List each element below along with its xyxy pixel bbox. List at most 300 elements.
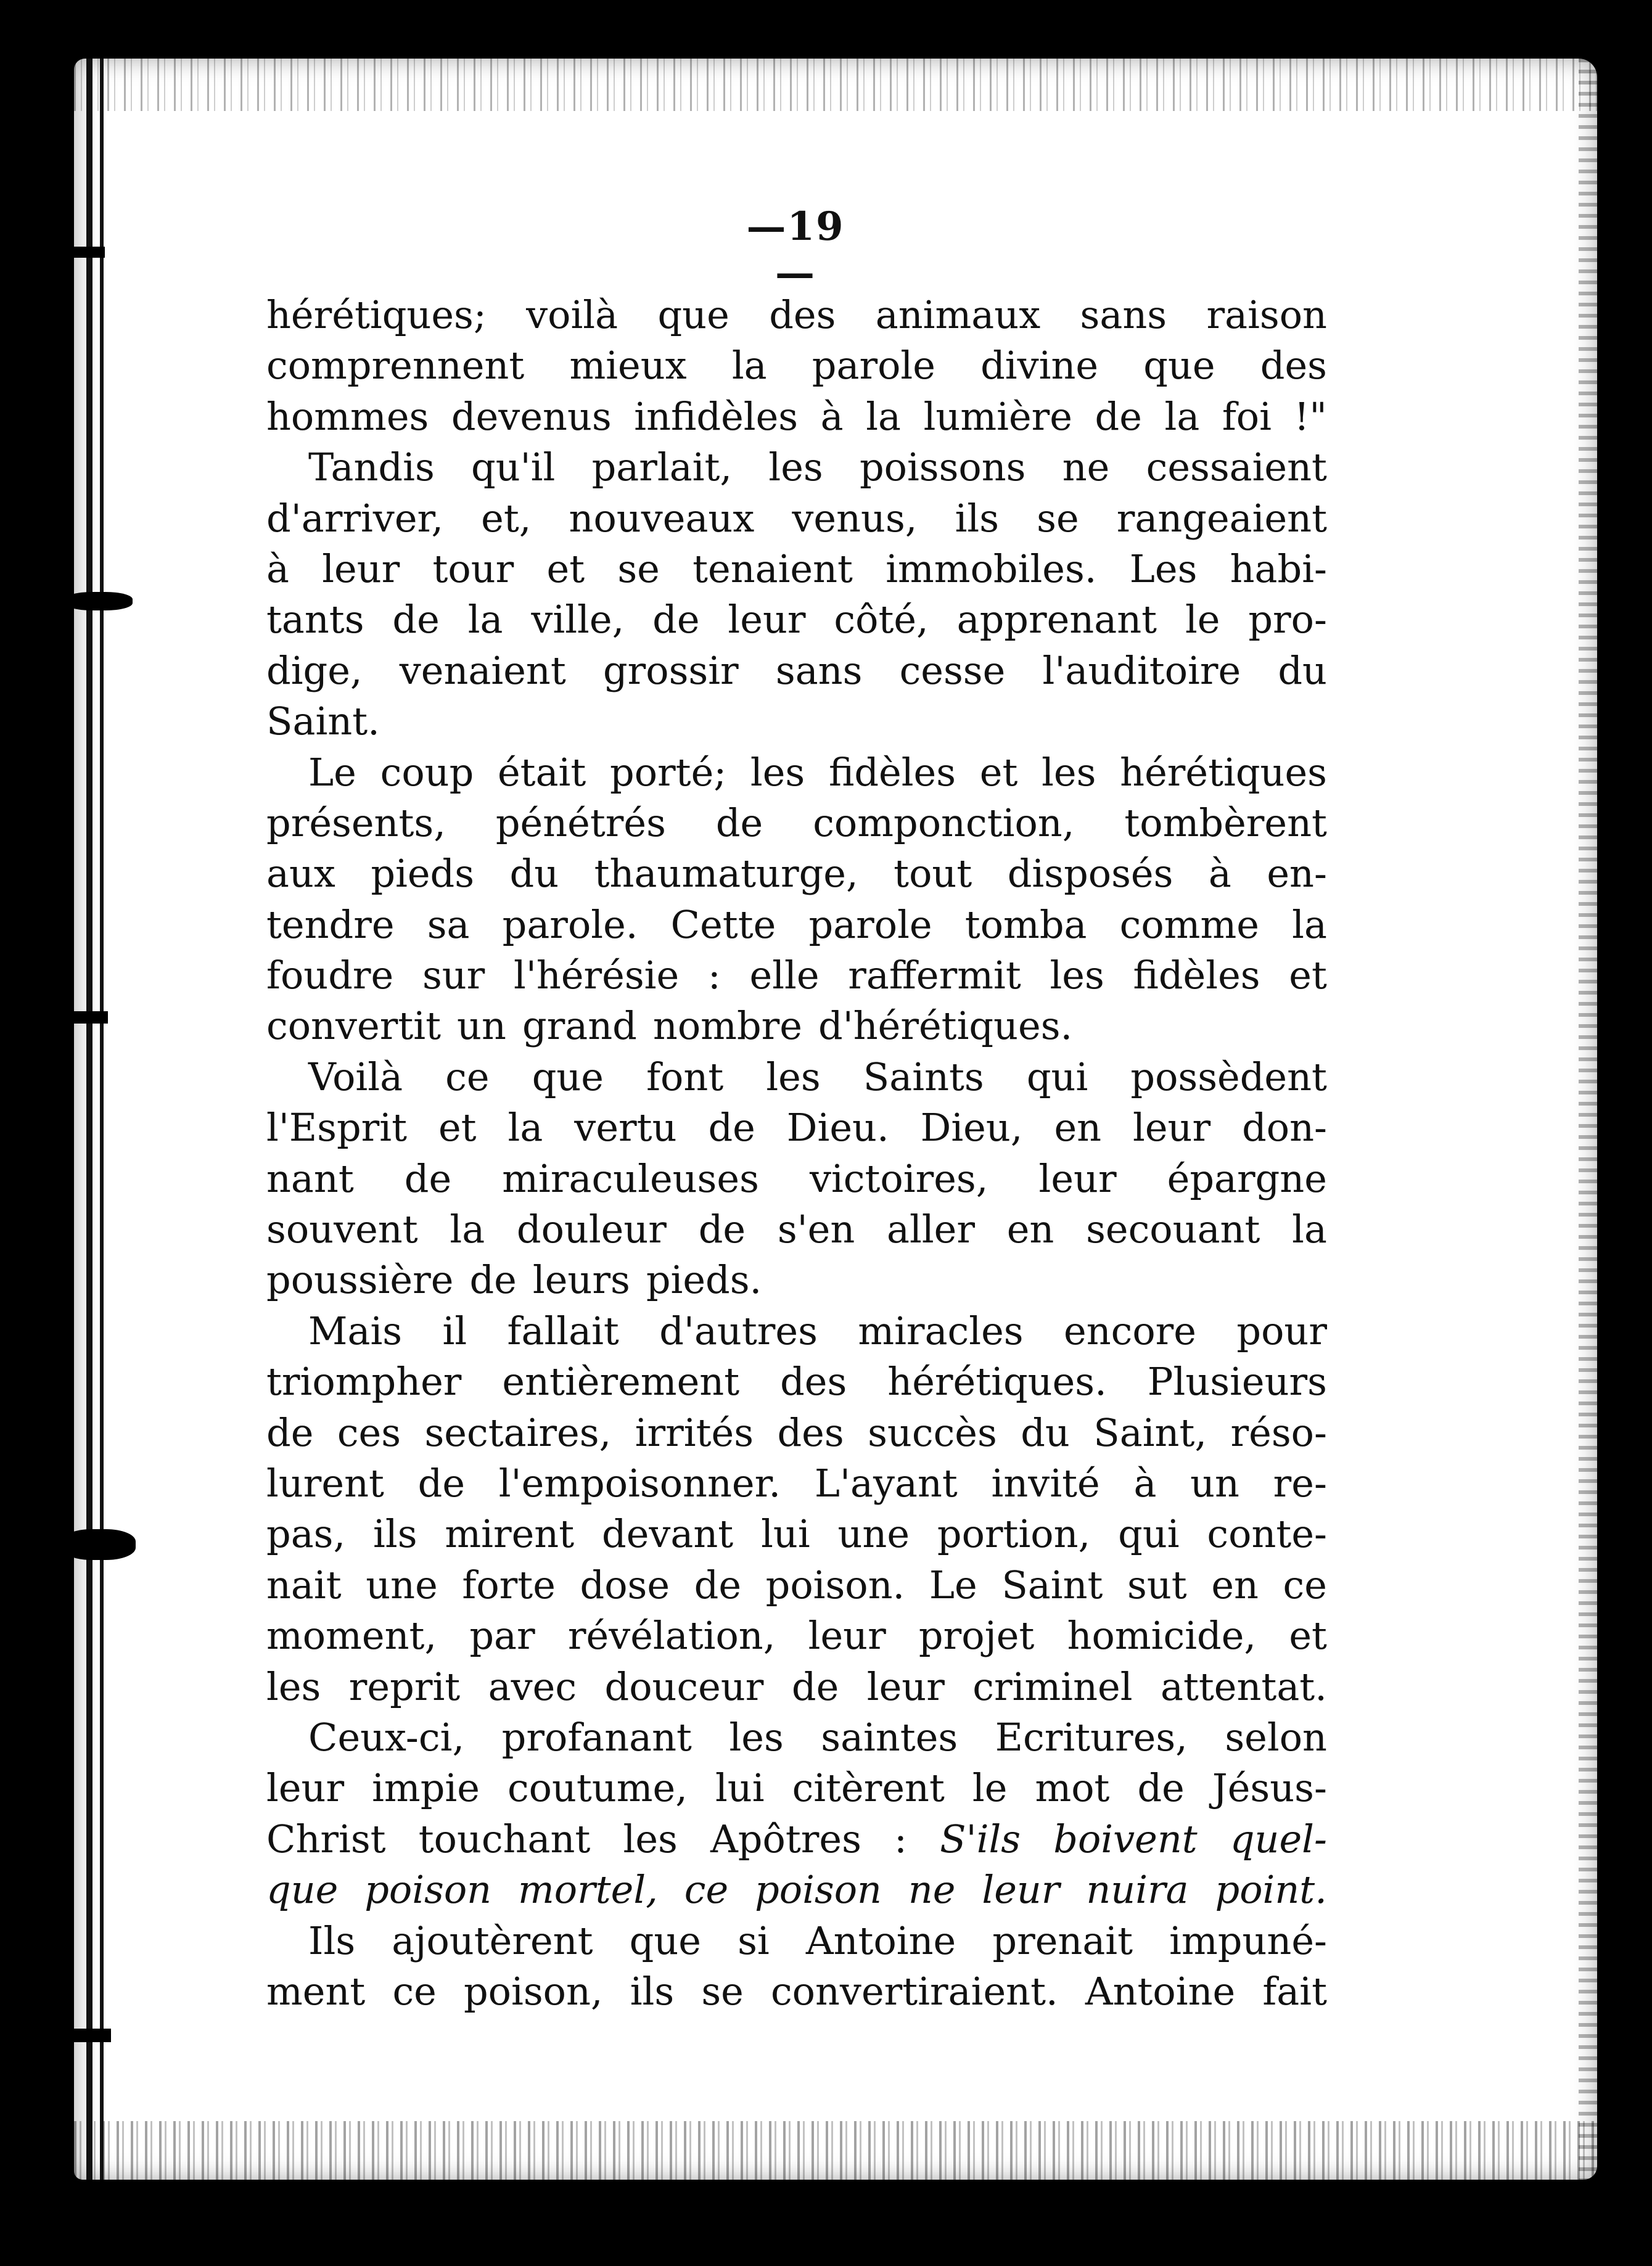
word: secouant (1086, 1207, 1260, 1252)
word: le (972, 1765, 1008, 1811)
word: nombre (652, 1003, 802, 1049)
word: thaumaturge, (594, 851, 858, 897)
word: à (820, 393, 844, 439)
word: lumière (923, 393, 1072, 439)
word: du (509, 851, 559, 897)
word: d'arriver, (266, 495, 444, 541)
word: par (469, 1613, 535, 1659)
word: boivent (1053, 1816, 1198, 1862)
word: l'hérésie (514, 953, 680, 998)
word: les (768, 445, 823, 490)
word: le (1185, 597, 1220, 642)
word: saintes (821, 1714, 958, 1760)
word: forte (462, 1562, 556, 1607)
word: Voilà (308, 1054, 403, 1099)
word: entièrement (502, 1359, 740, 1405)
text-line (266, 798, 1327, 848)
word: disposés (1007, 851, 1173, 897)
text-line (266, 1712, 1327, 1763)
word: nuira (1086, 1867, 1189, 1913)
word: de (404, 1156, 452, 1201)
word: convertiraient. (770, 1968, 1058, 2014)
page-number: —19— (746, 203, 845, 296)
word: réso- (1230, 1410, 1327, 1455)
body-text (266, 290, 1327, 2017)
word: grossir (602, 647, 739, 693)
word: Saint, (1093, 1410, 1207, 1455)
word: apprenant (956, 597, 1157, 642)
text-line (266, 1052, 1327, 1102)
word: Mais (308, 1308, 403, 1353)
word: foi (1222, 393, 1272, 439)
word: mortel, (517, 1867, 658, 1913)
word: pénétrés (495, 800, 666, 845)
word: des (777, 1410, 844, 1455)
text-line (266, 646, 1327, 696)
word: douleur (516, 1207, 667, 1252)
word: don- (1242, 1105, 1327, 1151)
word: ce (445, 1054, 490, 1099)
word: touchant (418, 1816, 591, 1862)
word: en- (1267, 851, 1327, 897)
text-line (266, 1916, 1327, 1966)
word: tendre (266, 901, 395, 947)
word: avec (488, 1664, 577, 1709)
word: Tandis (308, 445, 435, 490)
word: reprit (348, 1664, 461, 1709)
word: Christ (266, 1816, 386, 1862)
word: pieds (371, 851, 475, 897)
word: pro- (1248, 597, 1327, 642)
word: ils (955, 495, 1000, 541)
word: hérétiques (1120, 749, 1327, 795)
word: ajoutèrent (392, 1918, 593, 1963)
word: Saint (1001, 1562, 1103, 1607)
word: fidèles (828, 749, 956, 795)
word: de (417, 1460, 466, 1506)
word: du (1278, 647, 1327, 693)
word: présents, (266, 800, 446, 845)
word: la (467, 597, 503, 642)
word: possèdent (1130, 1054, 1327, 1099)
word: criminel (972, 1664, 1133, 1709)
text-line (266, 747, 1327, 798)
word: de (694, 1562, 742, 1607)
word: invité (991, 1460, 1100, 1506)
word: qui (1118, 1511, 1180, 1557)
word: Cette (670, 901, 776, 947)
word: douceur (604, 1664, 764, 1709)
word: venaient (399, 647, 566, 693)
word: aux (266, 851, 335, 897)
word: leur (982, 1867, 1060, 1913)
word: leur (808, 1613, 886, 1659)
word: attentat. (1161, 1664, 1327, 1709)
text-line (266, 1814, 1327, 1865)
word: les (623, 1816, 678, 1862)
word: fallait (507, 1308, 619, 1353)
word: comme (1119, 901, 1259, 947)
word: et (546, 546, 585, 591)
word: d'hérétiques. (818, 1003, 1073, 1049)
word: impuné- (1169, 1918, 1327, 1963)
word: que (266, 1867, 339, 1913)
word: pour (1236, 1308, 1327, 1353)
word: les (1042, 749, 1096, 795)
word: profanant (501, 1714, 692, 1760)
word: ne (1062, 445, 1110, 490)
word: des (1260, 343, 1327, 388)
word: Le (929, 1562, 977, 1607)
word: porté; (610, 749, 727, 795)
binding-thread-mark (68, 247, 105, 258)
text-line (266, 290, 1327, 340)
word: Les (1129, 546, 1198, 591)
binding-thread-mark (68, 2029, 111, 2042)
word: que (657, 292, 729, 337)
scan-noise-top (74, 55, 1597, 111)
word: leur (322, 546, 400, 591)
word: devenus (451, 393, 612, 439)
word: voilà (526, 292, 618, 337)
word: immobiles. (886, 546, 1097, 591)
word: ils (373, 1511, 417, 1557)
word: s'en (777, 1207, 855, 1252)
word: en (1054, 1105, 1102, 1151)
word: L'ayant (814, 1460, 958, 1506)
text-line (266, 848, 1327, 899)
word: font (646, 1054, 724, 1099)
word: mot (1035, 1765, 1110, 1811)
word: pieds. (646, 1257, 762, 1303)
word: tombèrent (1124, 800, 1327, 845)
word: mirent (445, 1511, 575, 1557)
text-line (266, 1255, 1327, 1305)
word: ce (1283, 1562, 1327, 1607)
word: citèrent (792, 1765, 945, 1811)
text-line (266, 493, 1327, 544)
word: leur (728, 597, 806, 642)
word: que (532, 1054, 604, 1099)
word: qui (1026, 1054, 1088, 1099)
word: une (837, 1511, 910, 1557)
word: ces (337, 1410, 401, 1455)
word: lui (761, 1511, 810, 1557)
word: à (1208, 851, 1231, 897)
word: divine (980, 343, 1099, 388)
word: tout (894, 851, 972, 897)
word: des (780, 1359, 847, 1405)
word: conte- (1207, 1511, 1327, 1557)
word: de (791, 1664, 839, 1709)
word: était (497, 749, 586, 795)
word: re- (1273, 1460, 1327, 1506)
word: projet (918, 1613, 1035, 1659)
word: devant (602, 1511, 734, 1557)
word: selon (1225, 1714, 1327, 1760)
word: Ecritures, (995, 1714, 1188, 1760)
word: épargne (1167, 1156, 1327, 1201)
word: sans (1080, 292, 1167, 337)
word: Saint. (266, 699, 380, 744)
word: de (652, 597, 700, 642)
word: hommes (266, 393, 429, 439)
word: qu'il (471, 445, 556, 490)
word: Dieu. (786, 1105, 889, 1151)
word: raffermit (848, 953, 1021, 998)
word: rangeaient (1116, 495, 1327, 541)
text-line (266, 1611, 1327, 1661)
word: encore (1064, 1308, 1197, 1353)
word: Antoine (805, 1918, 956, 1963)
word: d'autres (659, 1308, 818, 1353)
word: poussière (266, 1257, 454, 1303)
word: de (1095, 393, 1142, 439)
word: succès (868, 1410, 997, 1455)
word: Ils (308, 1918, 356, 1963)
word: raison (1206, 292, 1327, 337)
word: lurent (266, 1460, 384, 1506)
text-line (266, 544, 1327, 594)
word: cesse (899, 647, 1006, 693)
word: dige, (266, 647, 363, 693)
word: point. (1215, 1867, 1327, 1913)
text-line (266, 1001, 1327, 1051)
word: que (629, 1918, 701, 1963)
word: Ceux-ci, (308, 1714, 465, 1760)
word: poison (364, 1867, 492, 1913)
word: du (1021, 1410, 1070, 1455)
word: comprennent (266, 343, 525, 388)
word: : (894, 1816, 907, 1862)
word: cessaient (1146, 445, 1327, 490)
word: nait (266, 1562, 342, 1607)
word: aller (887, 1207, 975, 1252)
word: la (1292, 901, 1327, 947)
word: elle (749, 953, 820, 998)
word: à (266, 546, 289, 591)
binding-thread-mark (62, 1529, 136, 1560)
word: leur (866, 1664, 945, 1709)
text-line (266, 1154, 1327, 1204)
word: côté, (834, 597, 929, 642)
word: en (1211, 1562, 1259, 1607)
word: et (1289, 953, 1327, 998)
text-line (266, 1865, 1327, 1915)
word: componction, (813, 800, 1075, 845)
text-line (266, 1357, 1327, 1407)
word: coup (380, 749, 474, 795)
word: Plusieurs (1147, 1359, 1327, 1405)
word: se (1037, 495, 1079, 541)
word: dose (580, 1562, 670, 1607)
word: vertu (574, 1105, 677, 1151)
word: miraculeuses (502, 1156, 759, 1201)
word: coutume, (507, 1765, 688, 1811)
text-line (266, 1560, 1327, 1611)
word: la (508, 1105, 543, 1151)
word: impie (372, 1765, 480, 1811)
word: parlait, (591, 445, 733, 490)
word: animaux (875, 292, 1041, 337)
text-line (266, 340, 1327, 391)
text-line (266, 1763, 1327, 1813)
word: ils (630, 1968, 675, 2014)
word: les (729, 1714, 784, 1760)
word: sur (422, 953, 485, 998)
word: sa (427, 901, 470, 947)
word: miracles (858, 1308, 1024, 1353)
word: de (715, 800, 763, 845)
word: !" (1294, 393, 1327, 439)
text-line (266, 442, 1327, 493)
word: la (731, 343, 767, 388)
word: des (769, 292, 836, 337)
word: les (766, 1054, 821, 1099)
text-line (266, 1102, 1327, 1153)
text-line (266, 950, 1327, 1001)
word: si (738, 1918, 770, 1963)
scan-noise-bottom (74, 2121, 1597, 2189)
word: leur (1133, 1105, 1211, 1151)
word: un (1190, 1460, 1239, 1506)
word: hérétiques; (266, 292, 487, 337)
word: Apôtres (710, 1816, 861, 1862)
word: sectaires, (424, 1410, 612, 1455)
binding-thread-mark (65, 592, 133, 610)
word: la (450, 1207, 485, 1252)
word: moment, (266, 1613, 437, 1659)
word: l'empoisonner. (498, 1460, 781, 1506)
word: souvent (266, 1207, 418, 1252)
word: que (1143, 343, 1215, 388)
word: poison, (463, 1968, 603, 2014)
word: ment (266, 1968, 366, 2014)
word: fidèles (1133, 953, 1260, 998)
word: ne (908, 1867, 956, 1913)
word: quel- (1230, 1816, 1327, 1862)
word: la (866, 393, 901, 439)
word: homicide, (1067, 1613, 1257, 1659)
word: les (750, 749, 805, 795)
word: lui (715, 1765, 765, 1811)
word: parole (808, 901, 932, 947)
word: la (1292, 1207, 1327, 1252)
word: Antoine (1085, 1968, 1236, 2014)
word: leur (1038, 1156, 1117, 1201)
word: de (708, 1105, 755, 1151)
word: de (392, 597, 440, 642)
word: de (698, 1207, 746, 1252)
text-line (266, 1662, 1327, 1712)
word: tour (432, 546, 514, 591)
word: ville, (531, 597, 625, 642)
word: poison (755, 1867, 882, 1913)
text-line (266, 696, 1327, 747)
word: convertit (266, 1003, 441, 1049)
word: irrités (635, 1410, 754, 1455)
text-line (266, 1509, 1327, 1559)
word: mieux (569, 343, 687, 388)
word: les (266, 1664, 321, 1709)
word: Saints (863, 1054, 984, 1099)
word: nant (266, 1156, 354, 1201)
word: parole. (502, 901, 638, 947)
word: tenaient (692, 546, 853, 591)
word: et (438, 1105, 477, 1151)
word: grand (522, 1003, 637, 1049)
word: et (979, 749, 1018, 795)
word: leurs (532, 1257, 630, 1303)
word: de (266, 1410, 314, 1455)
word: poissons (859, 445, 1026, 490)
word: triompher (266, 1359, 462, 1405)
word: S'ils (940, 1816, 1021, 1862)
word: venus, (792, 495, 918, 541)
word: les (1050, 953, 1104, 998)
word: tants (266, 597, 364, 642)
word: infidèles (634, 393, 799, 439)
word: il (442, 1308, 467, 1353)
word: parole (812, 343, 935, 388)
word: : (707, 953, 721, 998)
text-line (266, 1204, 1327, 1255)
word: hérétiques. (887, 1359, 1107, 1405)
word: et (1289, 1613, 1327, 1659)
text-line (266, 1408, 1327, 1458)
word: révélation, (567, 1613, 776, 1659)
word: poison. (765, 1562, 905, 1607)
word: portion, (937, 1511, 1091, 1557)
word: et, (481, 495, 532, 541)
word: nouveaux (569, 495, 755, 541)
word: pas, (266, 1511, 346, 1557)
word: se (701, 1968, 744, 2014)
word: l'auditoire (1042, 647, 1241, 693)
word: un (457, 1003, 506, 1049)
word: sans (775, 647, 863, 693)
word: une (366, 1562, 438, 1607)
word: se (617, 546, 660, 591)
text-line (266, 1966, 1327, 2017)
word: à (1133, 1460, 1157, 1506)
word: ce (684, 1867, 729, 1913)
text-line (266, 392, 1327, 442)
text-line (266, 1306, 1327, 1357)
word: de (469, 1257, 517, 1303)
word: Le (308, 749, 356, 795)
word: Dieu, (920, 1105, 1023, 1151)
word: sut (1127, 1562, 1187, 1607)
binding-thread-mark (59, 1011, 108, 1024)
word: en (1006, 1207, 1054, 1252)
word: l'Esprit (266, 1105, 408, 1151)
word: foudre (266, 953, 394, 998)
word: de (1137, 1765, 1185, 1811)
scan-noise-right (1579, 59, 1603, 2180)
word: prenait (992, 1918, 1133, 1963)
word: ce (392, 1968, 437, 2014)
word: tomba (964, 901, 1087, 947)
word: habi- (1230, 546, 1327, 591)
word: fait (1262, 1968, 1327, 2014)
text-line (266, 594, 1327, 645)
word: leur (266, 1765, 345, 1811)
word: victoires, (809, 1156, 988, 1201)
text-line (266, 1458, 1327, 1509)
text-line (266, 900, 1327, 950)
page-binding-edge (86, 59, 111, 2180)
